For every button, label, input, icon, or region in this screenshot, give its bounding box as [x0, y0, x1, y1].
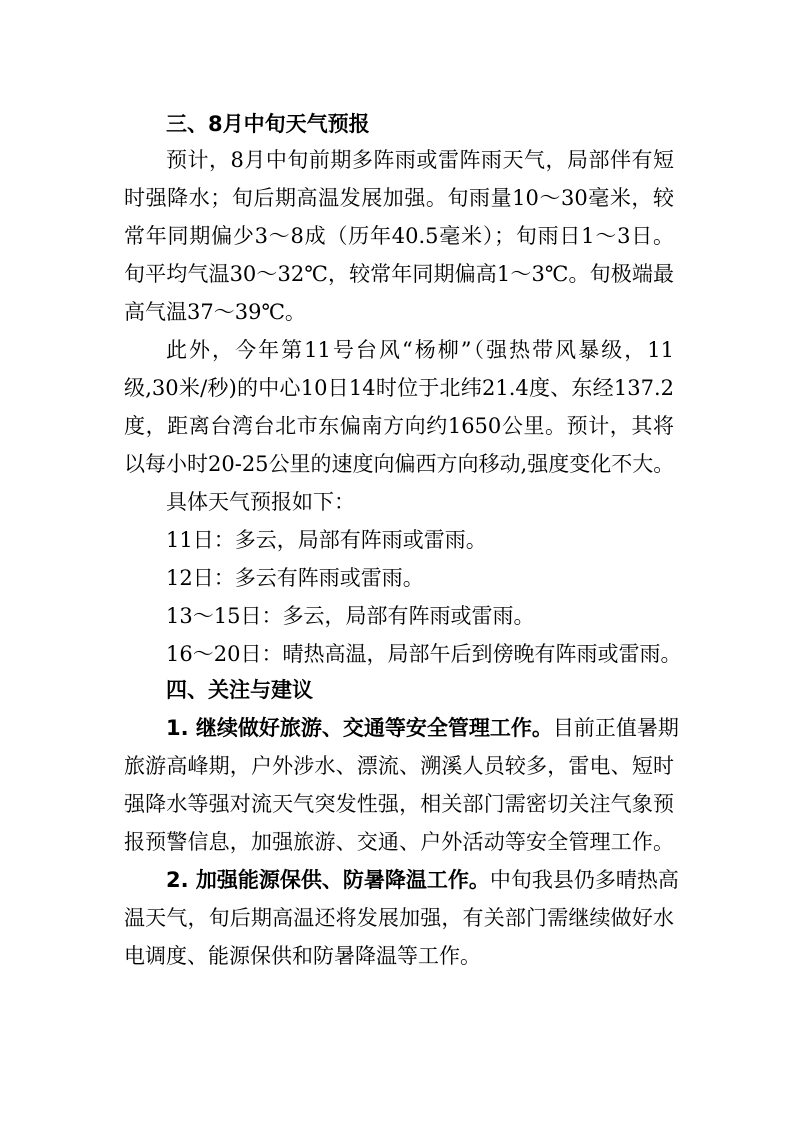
advice-1-title: 1. 继续做好旅游、交通等安全管理工作。	[166, 716, 553, 740]
advice-1-line: 旅游高峰期，户外涉水、漂流、溯溪人员较多，雷电、短时	[124, 754, 674, 778]
daily-forecast-item: 11日：多云，局部有阵雨或雷雨。	[166, 528, 487, 552]
forecast-paragraph-line: 高气温37～39℃。	[124, 300, 306, 324]
section-heading-advice: 四、关注与建议	[166, 678, 313, 702]
daily-forecast-item: 16～20日：晴热高温，局部午后到傍晚有阵雨或雷雨。	[166, 642, 682, 666]
typhoon-paragraph-line: 度，距离台湾台北市东偏南方向约1650公里。预计，其将	[124, 414, 674, 438]
section-heading-forecast: 三、8月中旬天气预报	[166, 112, 370, 136]
advice-2-title: 2. 加强能源保供、防暑降温工作。	[166, 868, 490, 892]
advice-2-line: 电调度、能源保供和防暑降温等工作。	[124, 944, 481, 968]
advice-1-first-line	[166, 714, 679, 742]
forecast-intro: 具体天气预报如下：	[166, 490, 355, 514]
advice-1-text: 目前正值暑期	[552, 716, 679, 740]
advice-1-line: 报预警信息，加强旅游、交通、户外活动等安全管理工作。	[124, 830, 674, 854]
forecast-paragraph-line: 旬平均气温30～32℃，较常年同期偏高1～3℃。旬极端最	[124, 262, 674, 286]
typhoon-paragraph-line: 此外，今年第11号台风“杨柳”（强热带风暴级，11	[166, 338, 674, 362]
daily-forecast-item: 13～15日：多云，局部有阵雨或雷雨。	[166, 604, 535, 628]
advice-2-first-line	[166, 866, 679, 894]
daily-forecast-item: 12日：多云有阵雨或雷雨。	[166, 566, 424, 590]
forecast-paragraph-line: 预计，8月中旬前期多阵雨或雷阵雨天气，局部伴有短	[166, 148, 674, 172]
forecast-paragraph-line: 常年同期偏少3～8成（历年40.5毫米）；旬雨日1～3日。	[124, 224, 674, 248]
typhoon-paragraph-line: 级,30米/秒)的中心10日14时位于北纬21.4度、东经137.2	[124, 376, 674, 400]
forecast-paragraph-line: 时强降水；旬后期高温发展加强。旬雨量10～30毫米，较	[124, 186, 674, 210]
advice-1-line: 强降水等强对流天气突发性强，相关部门需密切关注气象预	[124, 792, 674, 816]
advice-2-line: 温天气，旬后期高温还将发展加强，有关部门需继续做好水	[124, 906, 674, 930]
typhoon-paragraph-line: 以每小时20-25公里的速度向偏西方向移动,强度变化不大。	[124, 452, 675, 476]
advice-2-text: 中旬我县仍多晴热高	[489, 868, 679, 892]
